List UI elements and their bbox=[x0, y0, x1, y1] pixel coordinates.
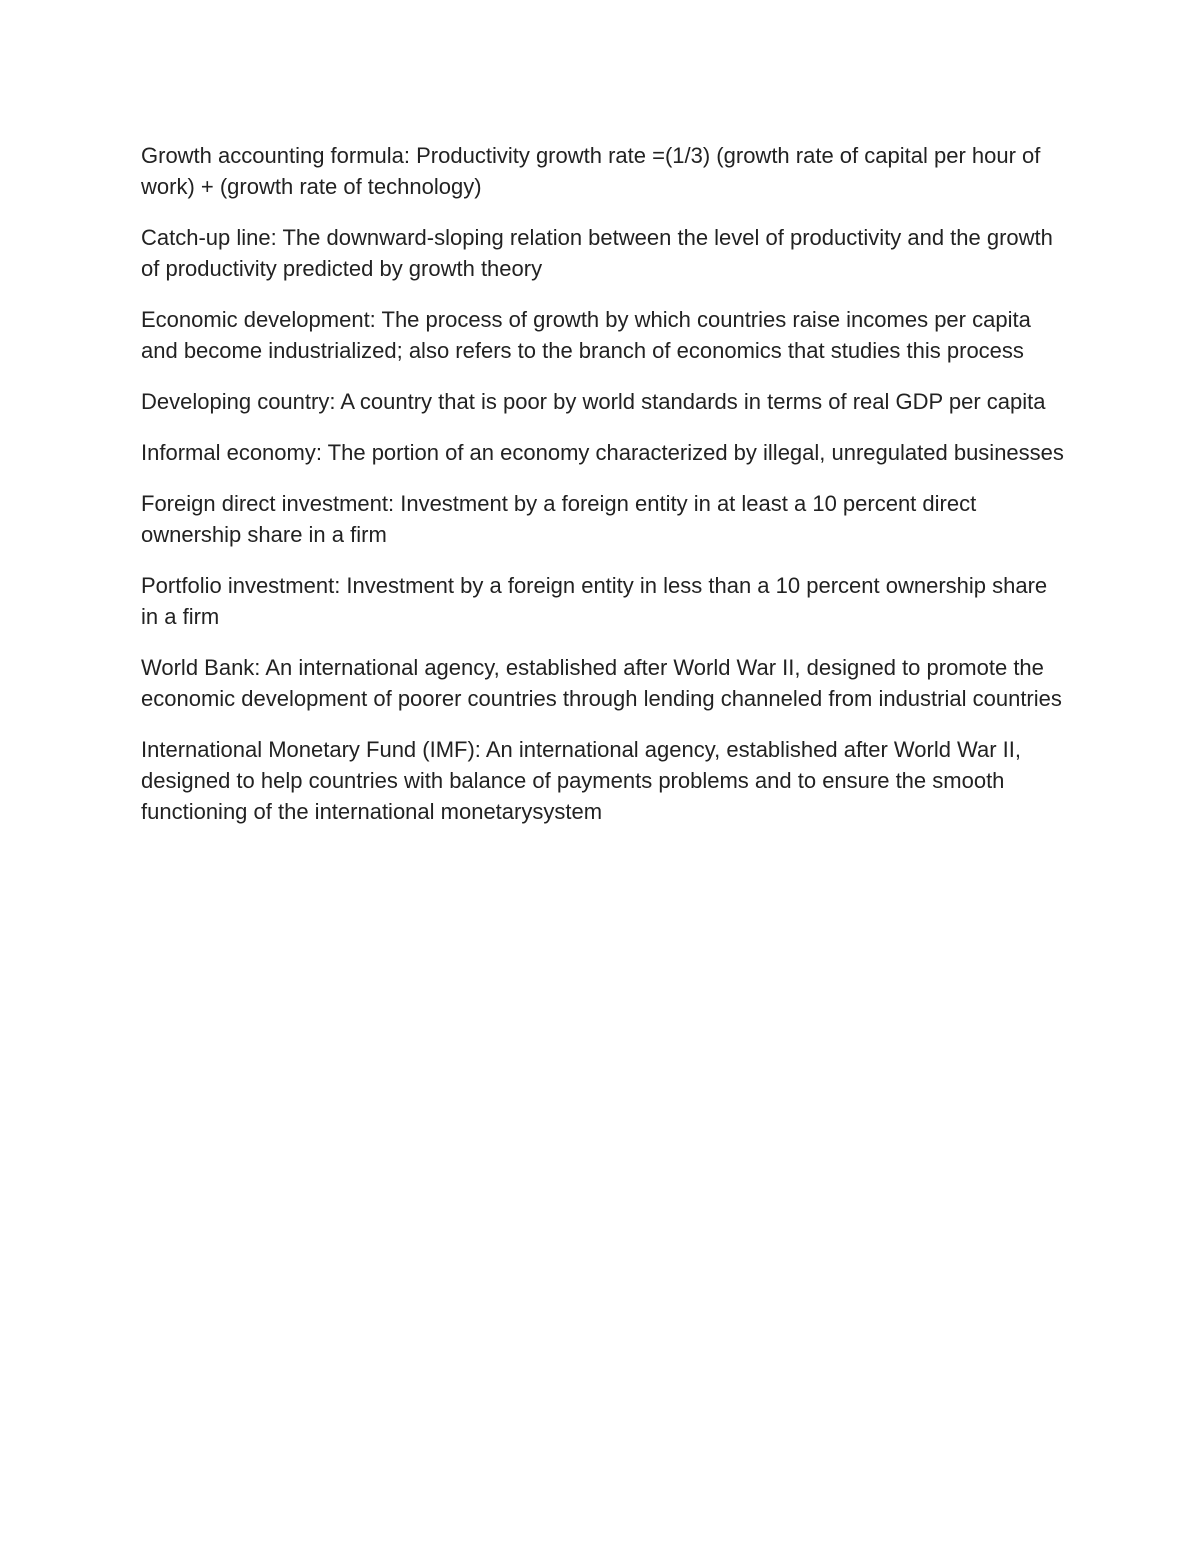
definition-world-bank: World Bank: An international agency, established after World War II, designed to promote the economic development of poorer countries through lending channeled from industrial countries bbox=[141, 655, 1062, 711]
definition-developing-country: Developing country: A country that is poor by world standards in terms of real GDP per capita bbox=[141, 389, 1046, 414]
definition-international-monetary-fund: International Monetary Fund (IMF): An international agency, established after World War II, designed to help countries with balance of payments problems and to ensure the smooth functioning of the international monetarysystem bbox=[141, 737, 1022, 824]
definition-economic-development: Economic development: The process of growth by which countries raise incomes per capita and become industrialized; also refers to the branch of economics that studies this process bbox=[141, 307, 1031, 363]
definition-growth-accounting-formula: Growth accounting formula: Productivity growth rate =(1/3) (growth rate of capital per hour of work) + (growth rate of technology) bbox=[141, 143, 1041, 199]
definition-informal-economy: Informal economy: The portion of an economy characterized by illegal, unregulated businesses bbox=[141, 440, 1064, 465]
document-body bbox=[141, 140, 1066, 847]
definition-catch-up-line: Catch-up line: The downward-sloping relation between the level of productivity and the growth of productivity predicted by growth theory bbox=[141, 225, 1053, 281]
definition-portfolio-investment: Portfolio investment: Investment by a foreign entity in less than a 10 percent ownership share in a firm bbox=[141, 573, 1048, 629]
definition-foreign-direct-investment: Foreign direct investment: Investment by a foreign entity in at least a 10 percent direct ownership share in a firm bbox=[141, 491, 977, 547]
